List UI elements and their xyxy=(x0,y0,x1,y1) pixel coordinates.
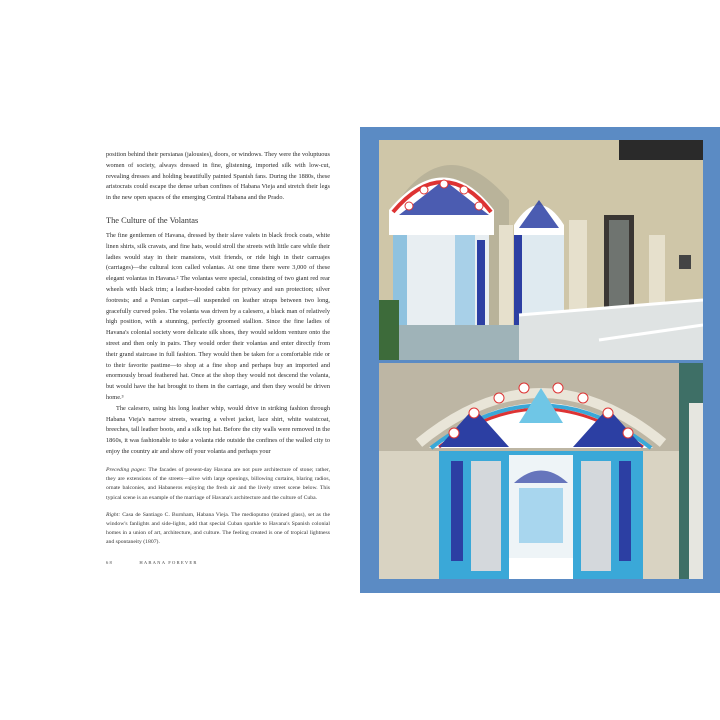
caption-label: Right: xyxy=(106,511,121,518)
caption-right xyxy=(106,511,330,548)
body-paragraph-2: The calesero, using his long leather whip, would drive in striking fashion through Habana Vieja's narrow streets, wearing a velvet jacket, lace shirt, white waistcoat, breeches, tall leather boots, and a silk top hat. Before the city walls were removed in the 1860s, it was fashionable to take a volanta ride outside the confines of the walled city to enjoy the country air and show off your volanta and perhaps your xyxy=(106,404,330,455)
photo-courtyard xyxy=(379,140,703,360)
photo-stained-glass-doorway xyxy=(379,363,703,579)
page-footer xyxy=(106,560,198,565)
photo-panel xyxy=(360,127,720,593)
doorway-image xyxy=(379,363,703,579)
body-paragraph-1: The fine gentlemen of Havana, dressed by their slave valets in black frock coats, white linen shirts, silk cravats, and fine hats, would stroll the streets with little care while their ladies would stay in their mansions, visit friends, or ride high in their carruajes (carriages)—the cultural icon called volantas. At one time there were 3,000 of these elegant volantas in Havana.² The volantas were special, consisting of two giant red rear wheels with black trim; a leather-hooded cabin for privacy and sun protection; silver footrests; and a Persian carpet—all suspended on leather straps between two long, gracefully curved poles. The volanta was driven by a calesero, a black man of relatively high position, with a stunning, perfectly groomed stallion. Since the fine ladies of Havana's colonial society wore delicate silk shoes, they would seldom venture onto the street and then only in pairs. They would order their volantas and enter directly from their grand staircase in full fashion. They would then be taken for a comfortable ride or to their favorite pastime—to shop at a fine shop and perhaps buy an imported and enormously broad feathered hat. Once at the shop they would not descend the volanta, but would have the hat brought to them in the carriage, and then they would be driven home.³ xyxy=(106,231,330,401)
section-heading: The Culture of the Volantas xyxy=(106,215,199,225)
caption-label: Preceding pages: xyxy=(106,467,147,473)
intro-paragraph: position behind their persianas (jalousies), doors, or windows. They were the voluptuous women of society, always dressed in fine, glistening, imported silk with low-cut, revealing dresses and holding beautifully painted Spanish fans. During the 1880s, these aristocrats could escape the dense urban confines of Habana Vieja and stretch their legs in the new open spaces of the emerging Central Habana and the Prado. xyxy=(106,151,330,202)
running-title: HABANA FOREVER xyxy=(139,560,198,565)
caption-text: Casa de Santiago C. Burnham, Habana Vieja. The medioputno (stained glass), set as the window's fanlights and side-lights, add that special Cuban sparkle to Havana's Spanish colonial homes in a union of art, architecture, and culture. The feeling created is one of tropical lightness and spontaneity (1807). xyxy=(106,511,330,546)
page-number: 68 xyxy=(106,560,113,565)
caption-text: The facades of present-day Havana are not pure architecture of stone; rather, they are extensions of the streets—alive with large openings, billowing curtains, blaring radios, ornate balconies, and Habaneros enjoying the fresh air and the lively street scene below. This typical scene is an example of the marriage of Havana's architecture and the culture of Cuba. xyxy=(106,467,331,501)
left-page-text xyxy=(106,150,330,458)
captions xyxy=(106,466,330,548)
caption-preceding-pages xyxy=(106,466,330,503)
courtyard-image xyxy=(379,140,703,360)
